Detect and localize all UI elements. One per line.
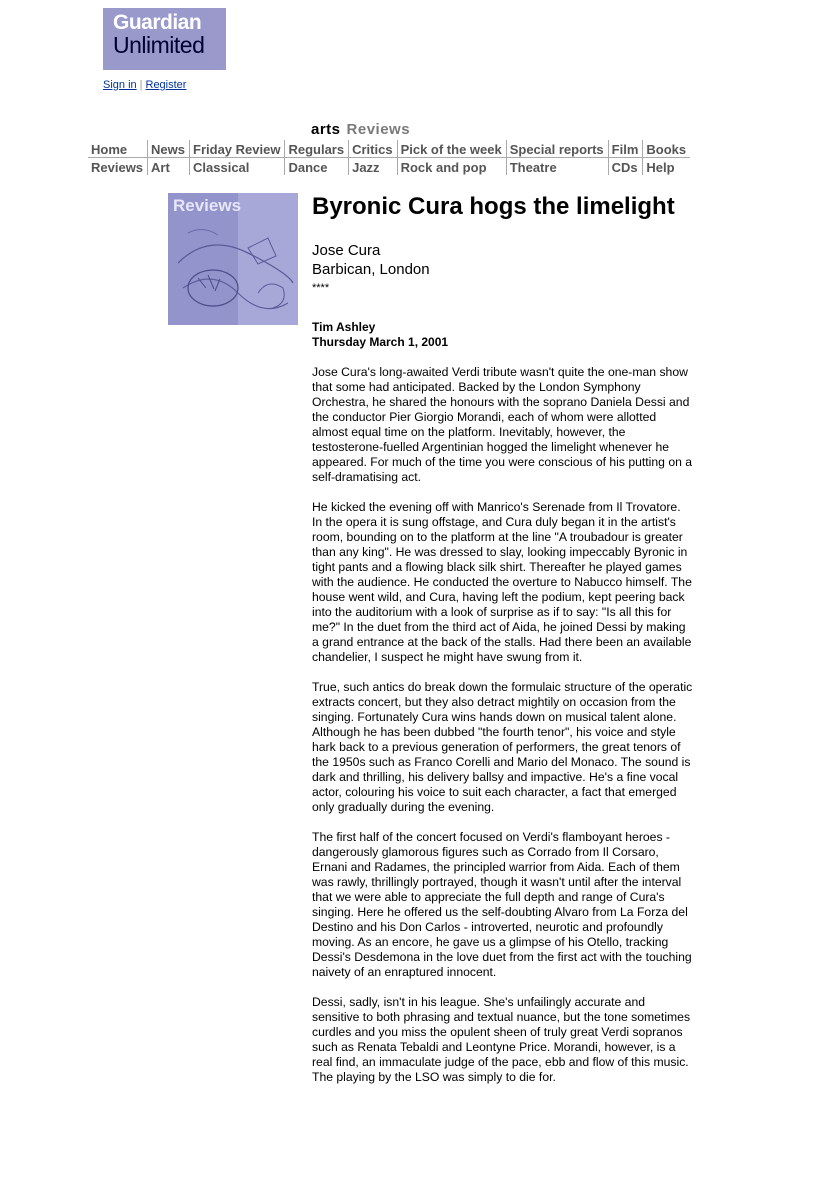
nav-friday-review[interactable]: Friday Review [190, 140, 285, 158]
article-paragraph: Jose Cura's long-awaited Verdi tribute wasn't quite the one-man show that some had anticipated. Backed by the London Symphony Orchestra, he shared the honours with the soprano Daniela Dessi and the conductor Pier Giorgio Morandi, each of whom were allotted almost equal time on the platform. Inevitably, however, the testosterone-fuelled Argentinian hogged the limelight whenever he appeared. For much of the time you were conscious of his putting on a self-dramatising act. [312, 365, 693, 484]
section-name: arts [311, 121, 341, 138]
register-link[interactable]: Register [145, 79, 187, 91]
nav-theatre[interactable]: Theatre [506, 158, 608, 176]
article-headline: Byronic Cura hogs the limelight [312, 193, 675, 220]
article-body [312, 365, 694, 1100]
publish-date: Thursday March 1, 2001 [312, 335, 449, 349]
nav-rock-and-pop[interactable]: Rock and pop [397, 158, 506, 176]
nav-dance[interactable]: Dance [285, 158, 349, 176]
article-paragraph: True, such antics do break down the formulaic structure of the operatic extracts concert, but they also detract mightily on occasion from the singing. Fortunately Cura wins hands down on musical talent alone. Although he has been dubbed "the fourth tenor", his voice and style hark back to a previous generation of performers, the great tenors of the 1950s such as Franco Corelli and Mario del Monaco. The sound is dark and thrilling, his delivery ballsy and impactive. He's a fine vocal actor, colouring his voice to suit each character, a fact that emerged only gradually during the evening. [312, 680, 693, 814]
nav-news[interactable]: News [148, 140, 190, 158]
nav-reviews[interactable]: Reviews [91, 159, 144, 175]
performer-name: Jose Cura [312, 242, 381, 259]
article-paragraph: The first half of the concert focused on Verdi's flamboyant heroes - dangerously glamorous figures such as Corrado from Il Corsaro, Ernani and Radames, the principled warrior from Aida. Each of them was rawly, thrillingly portrayed, though it wasn't until after the interval that we were able to appreciate the full depth and range of Cura's singing. Here he offered us the self-doubting Alvaro from La Forza del Destino and his Don Carlos - introverted, neurotic and profoundly moving. As an encore, he gave us a glimpse of his Otello, tracking Dessi's Desdemona in the love duet from the first act with the touching naivety of an enraptured innocent. [312, 830, 692, 979]
article-paragraph: He kicked the evening off with Manrico's Serenade from Il Trovatore. In the opera it is sung offstage, and Cura duly began it in the artist's room, bounding on to the platform at the line "A troubadour is greater than any king". He was dressed to slay, looking impeccably Byronic in tight pants and a flowing black silk shirt. Thereafter he played games with the audience. He conducted the overture to Nabucco himself. The house went wild, and Cura, having left the podium, kept peering back into the auditorium with a look of surprise as if to say: "Is all this for me?" In the duet from the third act of Aida, he joined Dessi by making a grand entrance at the back of the stalls. Had there been an available chandelier, I suspect he might have swung from it. [312, 500, 692, 664]
logo-line-1: Guardian [113, 11, 202, 34]
article-paragraph: Dessi, sadly, isn't in his league. She's unfailingly accurate and sensitive to both phrasing and textual nuance, but the tone sometimes curdles and you miss the opulent sheen of truly great Verdi sopranos such as Renata Tebaldi and Leontyne Price. Morandi, however, is a real find, an immaculate judge of the pace, ebb and flow of this music. The playing by the LSO was simply to die for. [312, 995, 691, 1084]
thumbnail-label: Reviews [173, 196, 242, 215]
reviews-thumbnail [168, 193, 298, 325]
author-name: Tim Ashley [312, 320, 376, 334]
sign-in-link[interactable]: Sign in [103, 79, 137, 91]
review-subject [312, 241, 430, 279]
guardian-unlimited-logo[interactable] [103, 8, 226, 70]
nav-film[interactable]: Film [608, 140, 643, 158]
section-nav [88, 140, 690, 175]
nav-critics[interactable]: Critics [349, 140, 397, 158]
nav-special-reports[interactable]: Special reports [506, 140, 608, 158]
nav-classical[interactable]: Classical [190, 158, 285, 176]
logo-line-2: Unlimited [113, 32, 205, 58]
venue: Barbican, London [312, 261, 430, 278]
section-heading [311, 121, 410, 138]
byline [312, 320, 448, 350]
auth-links [103, 79, 186, 91]
nav-cds[interactable]: CDs [608, 158, 643, 176]
star-rating: **** [312, 282, 330, 294]
nav-books[interactable]: Books [643, 140, 690, 158]
nav-regulars[interactable]: Regulars [285, 140, 349, 158]
nav-art[interactable]: Art [148, 158, 190, 176]
nav-help[interactable]: Help [643, 158, 690, 176]
nav-jazz[interactable]: Jazz [349, 158, 397, 176]
section-sub: Reviews [346, 121, 411, 138]
auth-separator: | [139, 79, 143, 91]
nav-pick-of-the-week[interactable]: Pick of the week [397, 140, 506, 158]
nav-home[interactable]: Home [88, 140, 148, 158]
